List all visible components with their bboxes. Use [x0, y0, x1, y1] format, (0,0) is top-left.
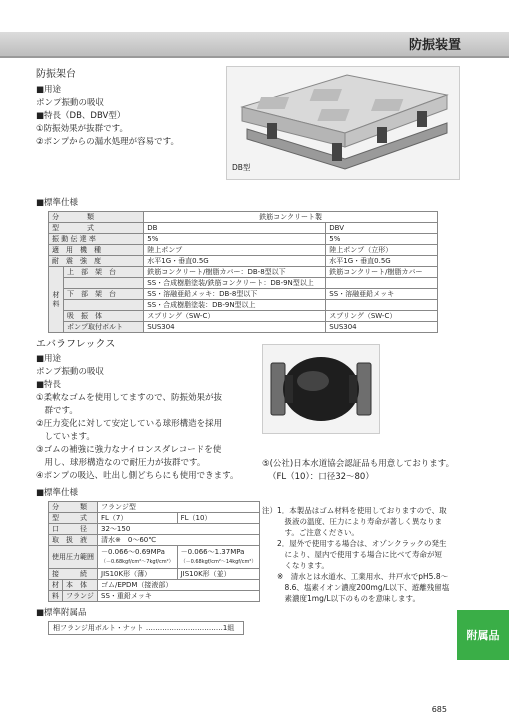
- table-row: 使用圧力範囲 －0.066～0.69MPa （－0.68kgf/cm²～7kgf/cm²） －0.066～1.37MPa （－0.68kgf/cm²～14kgf/cm²）: [49, 546, 260, 569]
- flex-use-text: ポンプ振動の吸収: [36, 367, 105, 377]
- table-row: 下 部 架 台 SS・溶融亜鉛メッキ：DB-8型以下 SS・溶融亜鉛メッキ: [49, 289, 438, 300]
- mount-photo: [226, 66, 460, 180]
- table-row: 取 扱 液 清水※ 0～60℃: [49, 535, 260, 546]
- accessories-side-tab[interactable]: 附属品: [457, 610, 509, 660]
- flex-feature-line: ④ポンプの吸込、吐出し側どちらにも使用できます。: [36, 471, 239, 481]
- flex-title: エバラフレックス: [36, 339, 116, 350]
- pressure-range-a-kgf: （－0.68kgf/cm²～7kgf/cm²）: [101, 559, 174, 565]
- flex-feature-head: ■特長: [36, 380, 62, 390]
- page-title: 防振装置: [408, 38, 461, 53]
- rubber-joint-image: [263, 345, 379, 433]
- flex-feature-line: ②圧力変化に対して安定している球形構造を採用: [36, 419, 223, 429]
- mount-use-head: ■用途: [36, 85, 62, 95]
- note-line: 扱液の温度、圧力により寿命が著しく異なりま: [262, 517, 442, 526]
- table-row: 振 動 伝 達 率 5% 5%: [49, 234, 438, 245]
- mount-spec-head: ■標準仕様: [36, 198, 79, 208]
- flex-feature-line: 群です。: [36, 406, 78, 416]
- table-row: 型 式 FL（7） FL（10）: [49, 513, 260, 524]
- table-row: 分 類 鉄筋コンクリート製: [49, 212, 438, 223]
- table-row: 型 式 DB DBV: [49, 223, 438, 234]
- flex-spec-head: ■標準仕様: [36, 488, 79, 498]
- table-row: 吸 振 体 スプリング（SW-C） スプリング（SW-C）: [49, 311, 438, 322]
- flex-use-head: ■用途: [36, 354, 62, 364]
- flex-spec-table: [48, 501, 260, 602]
- table-row: 材 本 体 ゴム/EPDM（接液部）: [49, 580, 260, 591]
- note-line: くなります。: [262, 561, 329, 570]
- note-line: 8.6、塩素イオン濃度200mg/L以下、遊離残留塩: [262, 583, 450, 592]
- vibration-mount-image: [227, 67, 459, 179]
- mount-feature-1: ①防振効果が抜群です。: [36, 124, 128, 134]
- pressure-range-b: －0.066～1.37MPa: [180, 548, 245, 556]
- note-line: 注）1．本製品はゴム材料を使用しておりますので、取: [262, 506, 447, 515]
- mount-feature-head: ■特長（DB、DBV型）: [36, 111, 126, 121]
- header-rule: [0, 56, 509, 58]
- table-row: 接 続 JIS10K形（薄） JIS10K形（並）: [49, 569, 260, 580]
- mount-feature-2: ②ポンプからの漏水処理が容易です。: [36, 137, 179, 147]
- table-row: SS・合成樹脂塗装/鉄筋コンクリート：DB-9N型以上: [49, 278, 438, 289]
- table-row: 分 類 フランジ型: [49, 502, 260, 513]
- pressure-range-b-kgf: （－0.68kgf/cm²～14kgf/cm²）: [180, 559, 257, 565]
- accessory-item: 相フランジ用ボルト・ナット ……………………………1組: [48, 621, 244, 635]
- flex-feature-line: 用し、球形構造なので耐圧力が抜群です。: [36, 458, 206, 468]
- table-row: SS・合成樹脂塗装：DB-9N型以上: [49, 300, 438, 311]
- table-row: 適 用 機 種 陸上ポンプ 陸上ポンプ（立形）: [49, 245, 438, 256]
- table-row: 耐 震 強 度 水平1G・垂直0.5G 水平1G・垂直0.5G: [49, 256, 438, 267]
- table-row: 材料 上 部 架 台 鉄筋コンクリート/樹脂カバー：DB-8型以下 鉄筋コンクリート/樹脂カバー: [49, 267, 438, 278]
- flex-notes: [262, 505, 449, 604]
- flex-photo: [262, 344, 380, 434]
- note-line: ※ 清水とは水道水、工業用水、井戸水でpH5.8～: [262, 572, 449, 581]
- flex-cert-sub: （FL（10）：口径32～80）: [268, 472, 374, 482]
- note-line: 素濃度1mg/L以下のものを意味します。: [262, 594, 420, 603]
- flex-feature-line: ③ゴムの補強に強力なナイロンスダレコードを使: [36, 445, 222, 455]
- flex-feature-line: しています。: [36, 432, 95, 442]
- mount-use-text: ポンプ振動の吸収: [36, 98, 105, 108]
- page-number: 685: [431, 705, 447, 714]
- table-row: 口 径 32～150: [49, 524, 260, 535]
- mount-title: 防振架台: [36, 69, 76, 80]
- mount-spec-table: [48, 211, 438, 333]
- pressure-range-a: －0.066～0.69MPa: [101, 548, 165, 556]
- note-line: により、屋内で使用する場合に比べて寿命が短: [262, 550, 442, 559]
- table-row: 料 フランジ SS・重鉛メッキ: [49, 591, 260, 602]
- accessory-head: ■標準附属品: [36, 608, 87, 618]
- flex-cert-text: ⑤(公社)日本水道協会認証品も用意しております。: [262, 459, 455, 469]
- flex-feature-line: ①柔軟なゴムを使用してますので、防振効果が抜: [36, 393, 222, 403]
- table-row: ポンプ取付ボルト SUS304 SUS304: [49, 322, 438, 333]
- mount-photo-caption: DB型: [232, 163, 251, 172]
- note-line: 2．屋外で使用する場合は、オゾンクラックの発生: [262, 539, 447, 548]
- note-line: す。ご注意ください。: [262, 528, 359, 537]
